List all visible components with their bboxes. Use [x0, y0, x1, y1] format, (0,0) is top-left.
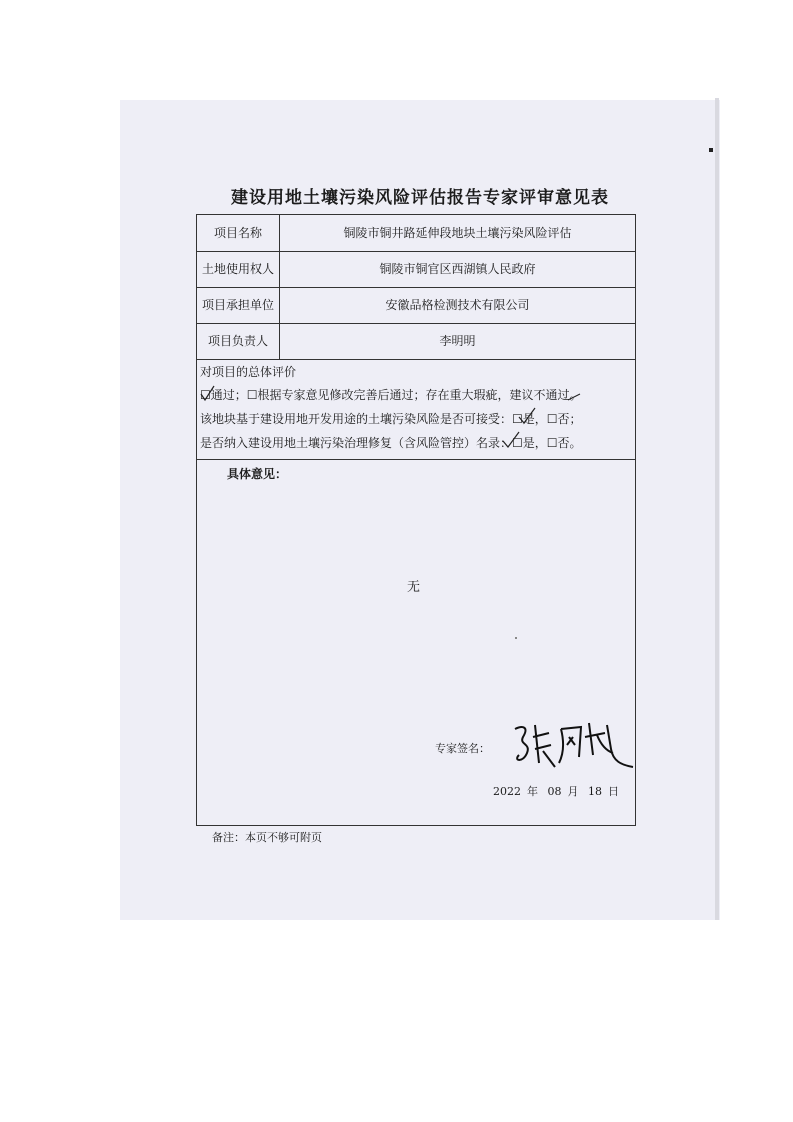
opinion-heading: 具体意见： — [227, 467, 288, 481]
row-value: 安徽品格检测技术有限公司 — [385, 298, 530, 312]
signer-label: 专家签名： — [435, 742, 490, 755]
handwritten-signature — [509, 715, 639, 775]
date-year: 2022 — [493, 785, 521, 798]
date-year-unit: 年 — [527, 785, 538, 798]
scan-speck — [515, 637, 517, 639]
checkmark-icon — [501, 430, 521, 450]
scan-edge — [715, 98, 719, 920]
row-value: 铜陵市铜官区西湖镇人民政府 — [379, 262, 536, 276]
evaluation-line-pass: ☐通过；☐根据专家意见修改完善后通过；存在重大瑕疵，建议不通过。 — [200, 388, 582, 402]
row-project-leader — [197, 323, 635, 360]
date-month-unit: 月 — [567, 785, 579, 798]
row-land-owner — [197, 251, 635, 288]
form-title: 建设用地土壤污染风险评估报告专家评审意见表 — [231, 188, 609, 208]
strike-mark — [567, 393, 581, 401]
footnote: 备注：本页不够可附页 — [212, 831, 322, 844]
row-undertaking-unit — [197, 287, 635, 324]
evaluation-line-catalog: 是否纳入建设用地土壤污染治理修复（含风险管控）名录：☐是，☐否。 — [200, 436, 582, 450]
checkmark-icon — [199, 385, 215, 403]
row-project-name — [197, 215, 635, 252]
checkmark-icon — [517, 406, 537, 426]
row-value: 李明明 — [439, 334, 476, 348]
overall-evaluation — [197, 359, 635, 460]
date-day: 18 — [588, 785, 602, 798]
scan-mark — [709, 148, 713, 152]
row-label: 项目名称 — [197, 215, 280, 251]
date-day-unit: 日 — [608, 785, 619, 798]
signing-date — [493, 783, 625, 799]
review-form-table — [196, 214, 636, 826]
row-label: 项目负责人 — [197, 323, 280, 359]
evaluation-heading: 对项目的总体评价 — [200, 365, 297, 379]
evaluation-line-acceptable: 该地块基于建设用地开发用途的土壤污染风险是否可接受：☐是，☐否； — [200, 412, 582, 426]
opinion-body: 无 — [407, 580, 421, 595]
row-value: 铜陵市铜井路延伸段地块土壤污染风险评估 — [343, 226, 572, 240]
row-label: 项目承担单位 — [197, 287, 280, 323]
row-label: 土地使用权人 — [197, 251, 280, 287]
date-month: 08 — [547, 785, 562, 798]
